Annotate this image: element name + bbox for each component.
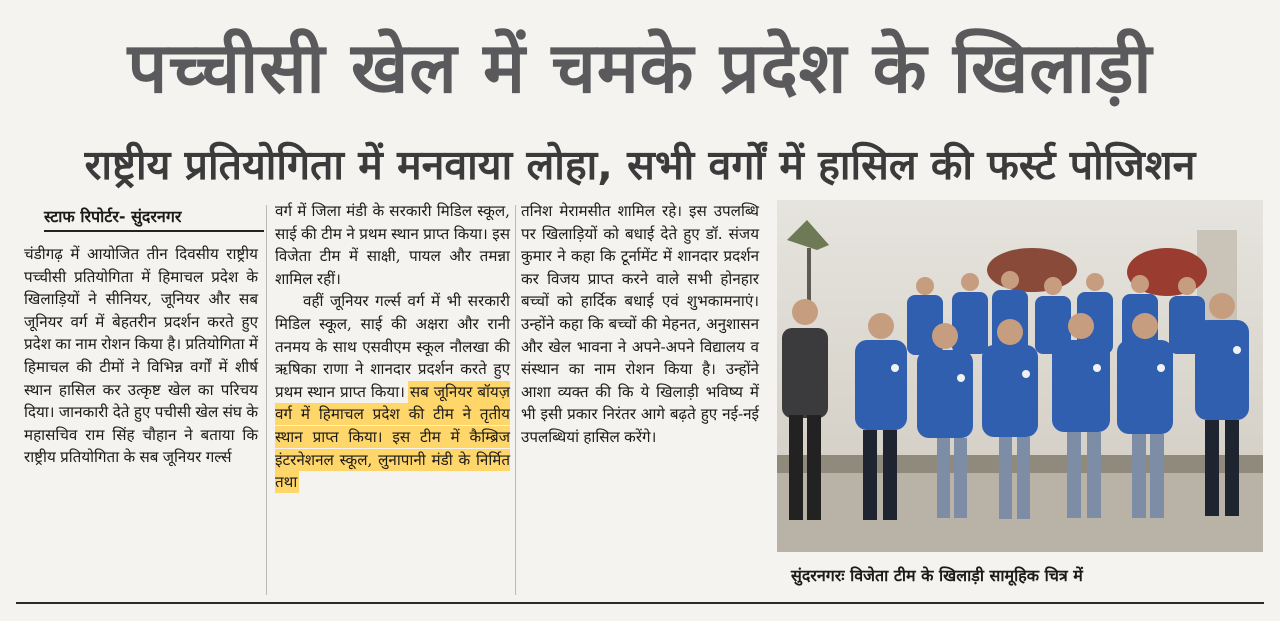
column-1-text: चंडीगढ़ में आयोजित तीन दिवसीय राष्ट्रीय पच्चीसी प्रतियोगिता में हिमाचल प्रदेश के खिलाड़ियों ने सीनियर, जूनियर और सब जूनियर वर्ग में बेहतरीन प्रदर्शन करते हुए प्रदेश का नाम रोशन किया है। प्रतियोगिता में हिमाचल की टीमों ने विभिन्न वर्गों में शीर्ष स्थान हासिल कर उत्कृष्ट खेल का परिचय दिया। जानकारी देते हुए पचीसी खेल संघ के महासचिव राम सिंह चौहान ने बताया कि राष्ट्रीय प्रतियोगिता के सब जूनियर गर्ल्स [24, 245, 258, 467]
article-column-1 [24, 243, 258, 469]
column-2-para-2-text: वहीं जूनियर गर्ल्स वर्ग में भी सरकारी मिडिल स्कूल, साई की अक्षरा और रानी तनमय के साथ एसवीएम स्कूल नौलखा की ऋषिका राणा ने शानदार प्रदर्शन करते हुए प्रथम स्थान प्राप्त किया। [275, 292, 510, 401]
column-2-para-2 [275, 290, 510, 493]
article-column-3 [521, 200, 759, 449]
team-photo [777, 200, 1263, 552]
photo-caption: सुंदरनगरः विजेता टीम के खिलाड़ी सामूहिक चित्र में [791, 566, 1083, 585]
column-divider [266, 205, 267, 595]
headline: पच्चीसी खेल में चमके प्रदेश के खिलाड़ी [127, 27, 1153, 109]
subheadline: राष्ट्रीय प्रतियोगिता में मनवाया लोहा, सभी वर्गों में हासिल की फर्स्ट पोजिशन [84, 141, 1196, 189]
bottom-rule [16, 602, 1264, 604]
byline: स्टाफ रिपोर्टर- सुंदरनगर [44, 206, 264, 232]
highlighted-text: सब जूनियर बॉयज़ वर्ग में हिमाचल प्रदेश की टीम ने तृतीय स्थान प्राप्त किया। इस टीम में कैम्ब्रिज इंटरनेशनल स्कूल, लुनापानी मंडी के निर्मित तथा [275, 382, 511, 492]
article-column-2 [275, 200, 510, 494]
team-photo-illustration [777, 200, 1263, 552]
column-3-text: तनिश मेरामसीत शामिल रहे। इस उपलब्धि पर खिलाड़ियों को बधाई देते हुए डॉ. संजय कुमार ने कहा कि टूर्नामेंट में शानदार प्रदर्शन कर विजय प्राप्त करने वाले सभी होनहार बच्चों को हार्दिक बधाई एवं शुभकामनाएं। उन्होंने कहा कि बच्चों की मेहनत, अनुशासन और खेल भावना ने अपने-अपने विद्यालय व संस्थान का नाम रोशन किया है। उन्होंने आशा व्यक्त की कि ये खिलाड़ी भविष्य में भी इसी प्रकार निरंतर आगे बढ़ते हुए नई-नई उपलब्धियां हासिल करेंगे। [521, 202, 759, 446]
column-divider [515, 205, 516, 595]
column-2-para-1: वर्ग में जिला मंडी के सरकारी मिडिल स्कूल, साई की टीम ने प्रथम स्थान प्राप्त किया। इस विजेता टीम में साक्षी, पायल और तमन्ना शामिल रहीं। [275, 202, 510, 288]
